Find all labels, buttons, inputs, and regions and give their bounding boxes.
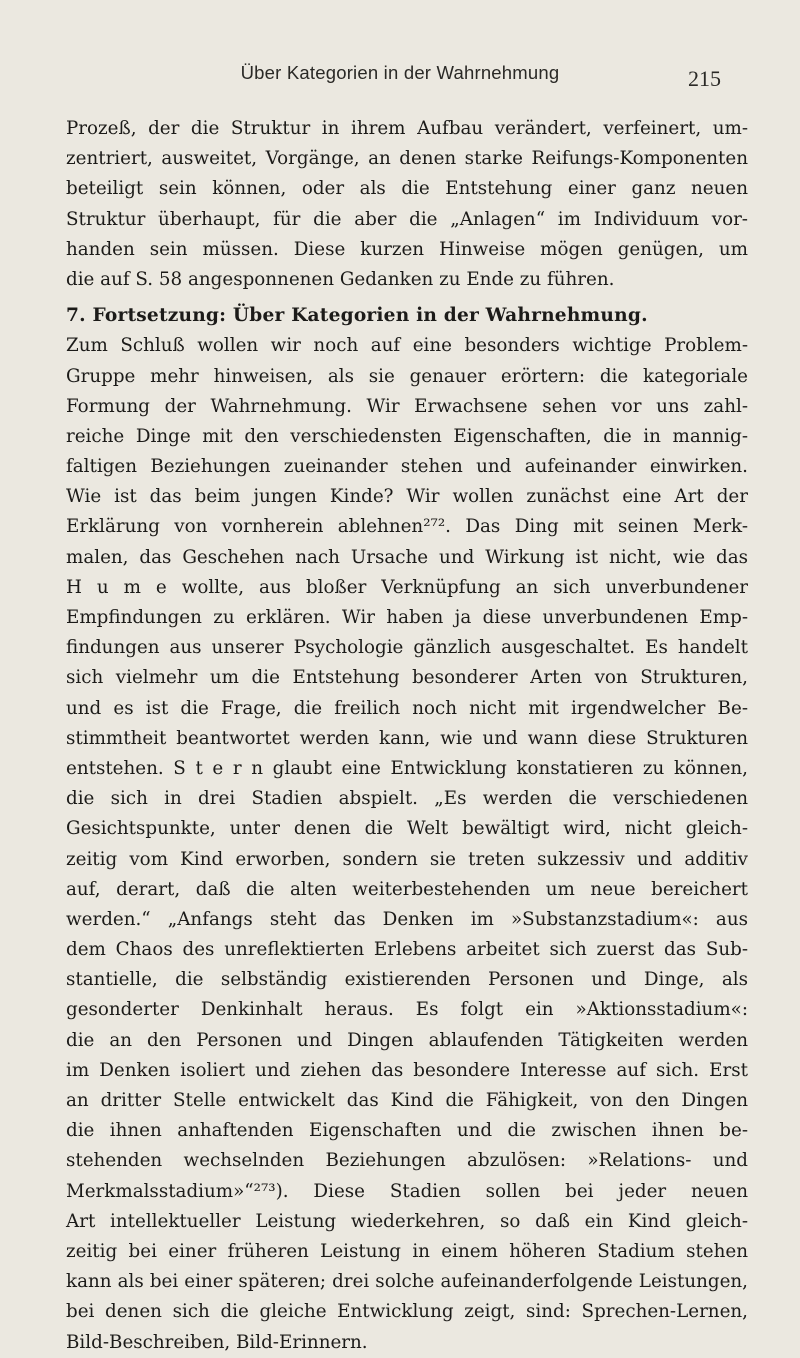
text-line: Wie ist das beim jungen Kinde? Wir wollen zunächst eine Art der <box>66 486 748 508</box>
text-line: die an den Personen und Dingen ablaufenden Tätigkeiten werden <box>66 1029 748 1051</box>
text-line: sich vielmehr um die Entstehung besonderer Arten von Strukturen, <box>66 667 748 689</box>
text-line: zentriert, ausweitet, Vorgänge, an denen starke Reifungs-Komponenten <box>66 148 748 170</box>
text-line: zeitig bei einer früheren Leistung in einem höheren Stadium stehen <box>66 1240 748 1262</box>
text-line: auf, derart, daß die alten weiterbestehenden um neue bereichert <box>66 878 748 900</box>
text-line: Prozeß, der die Struktur in ihrem Aufbau verändert, verfeinert, um- <box>66 118 748 139</box>
text-line: Empfindungen zu erklären. Wir haben ja diese unverbundenen Emp- <box>66 607 748 628</box>
text-line: an dritter Stelle entwickelt das Kind die Fähigkeit, von den Dingen <box>66 1090 748 1111</box>
text-line: gesonderter Denkinhalt heraus. Es folgt ein »Aktionsstadium«: <box>66 999 748 1021</box>
text-line: Zum Schluß wollen wir noch auf eine besonders wichtige Problem- <box>66 335 748 357</box>
text-line: Merkmalsstadium»“²⁷³). Diese Stadien sollen bei jeder neuen <box>66 1180 748 1202</box>
text-line: Erklärung von vornherein ablehnen²⁷². Das Ding mit seinen Merk- <box>66 516 748 538</box>
text-line: Gruppe mehr hinweisen, als sie genauer erörtern: die kategoriale <box>66 365 748 387</box>
text-line: bei denen sich die gleiche Entwicklung zeigt, sind: Sprechen-Lernen, <box>66 1301 748 1323</box>
text-line: Bild-Beschreiben, Bild-Erinnern. <box>66 1331 368 1353</box>
text-line: Art intellektueller Leistung wiederkehren, so daß ein Kind gleich- <box>66 1210 748 1232</box>
text-line: zeitig vom Kind erworben, sondern sie treten sukzessiv und additiv <box>66 848 748 870</box>
text-line: beteiligt sein können, oder als die Entstehung einer ganz neuen <box>66 178 748 200</box>
body-text <box>66 114 748 1358</box>
text-line: stimmtheit beantwortet werden kann, wie und wann diese Strukturen <box>66 727 748 749</box>
text-line: handen sein müssen. Diese kurzen Hinweise mögen genügen, um <box>66 238 748 260</box>
text-line: und es ist die Frage, die freilich noch nicht mit irgendwelcher Be- <box>66 697 748 719</box>
text-line: Gesichtspunkte, unter denen die Welt bewältigt wird, nicht gleich- <box>66 818 748 840</box>
text-line: malen, das Geschehen nach Ursache und Wirkung ist nicht, wie das <box>66 546 748 568</box>
text-line: kann als bei einer späteren; drei solche aufeinanderfolgende Leistungen, <box>66 1271 748 1293</box>
section-heading: 7. Fortsetzung: Über Kategorien in der Wahrnehmung. <box>66 305 648 327</box>
text-line: dem Chaos des unreflektierten Erlebens arbeitet sich zuerst das Sub- <box>66 939 748 961</box>
text-line: Struktur überhaupt, für die aber die „Anlagen“ im Individuum vor- <box>66 208 748 230</box>
text-line: H u m e wollte, aus bloßer Verknüpfung an sich unverbundener <box>66 576 748 598</box>
running-head: Über Kategorien in der Wahrnehmung <box>240 62 560 83</box>
text-line: stantielle, die selbständig existierenden Personen und Dinge, als <box>66 969 748 991</box>
text-line: die sich in drei Stadien abspielt. „Es werden die verschiedenen <box>66 788 748 810</box>
text-line: entstehen. S t e r n glaubt eine Entwicklung konstatieren zu können, <box>66 757 748 779</box>
paragraph-2 <box>66 331 748 1357</box>
text-line: im Denken isoliert und ziehen das besondere Interesse auf sich. Erst <box>66 1059 748 1081</box>
text-line: die ihnen anhaftenden Eigenschaften und die zwischen ihnen be- <box>66 1120 748 1142</box>
text-line: Formung der Wahrnehmung. Wir Erwachsene sehen vor uns zahl- <box>66 395 748 417</box>
text-line: die auf S. 58 angesponnenen Gedanken zu Ende zu führen. <box>66 268 615 290</box>
paragraph-1 <box>66 114 748 295</box>
text-line: faltigen Beziehungen zueinander stehen und aufeinander einwirken. <box>66 456 748 478</box>
text-line: werden.“ „Anfangs steht das Denken im »Substanzstadium«: aus <box>66 908 748 930</box>
text-line: findungen aus unserer Psychologie gänzlich ausgeschaltet. Es handelt <box>66 637 748 659</box>
text-line: reiche Dinge mit den verschiedensten Eigenschaften, die in mannig- <box>66 425 748 447</box>
text-line: stehenden wechselnden Beziehungen abzulösen: »Relations- und <box>66 1150 748 1172</box>
page-number: 215 <box>688 66 721 91</box>
